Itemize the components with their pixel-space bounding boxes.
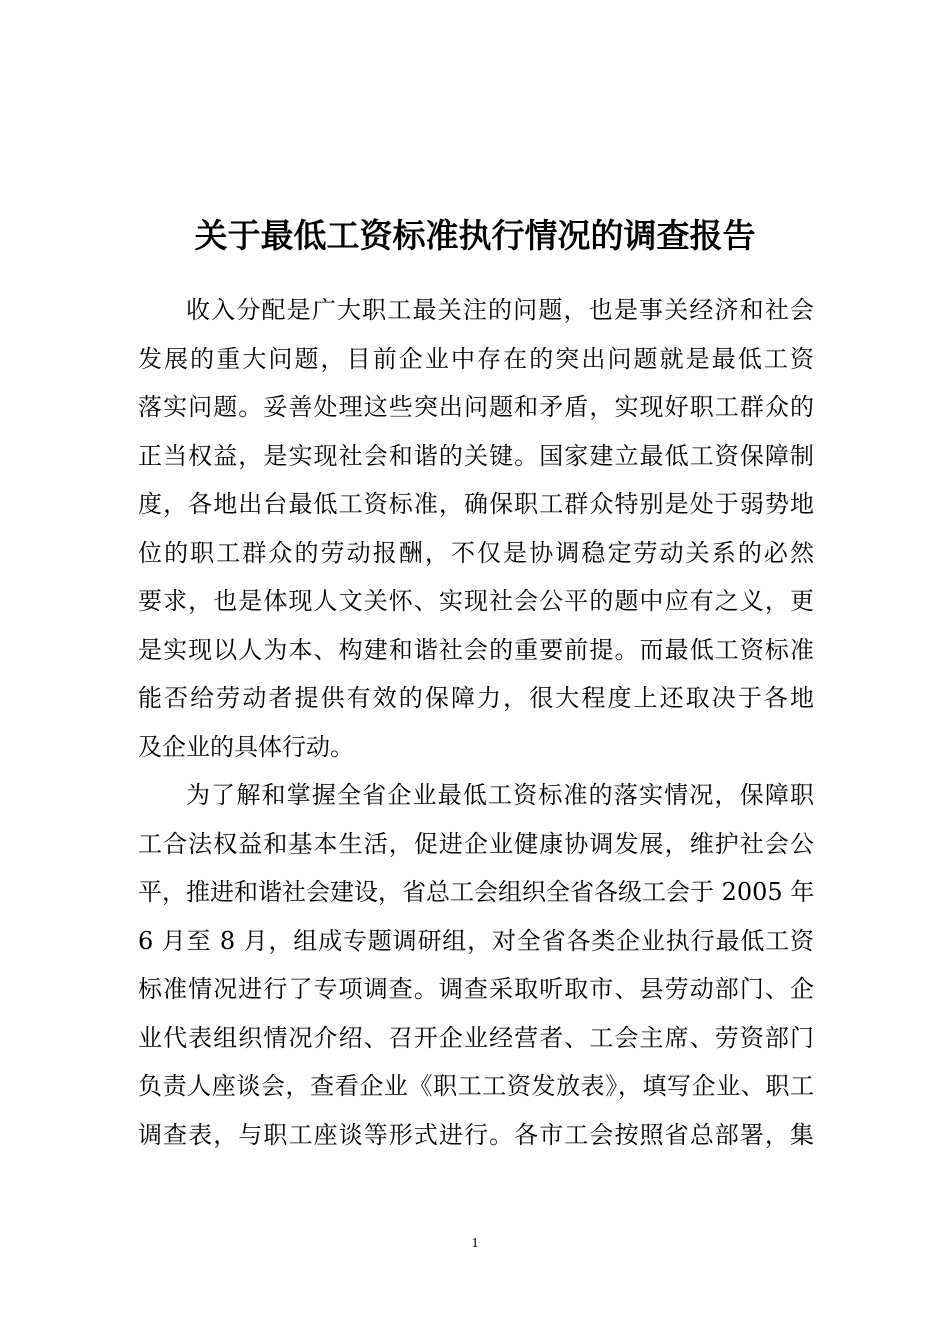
text-line: 调查表，与职工座谈等形式进行。各市工会按照省总部署，集	[138, 1120, 814, 1149]
document-body	[138, 286, 814, 1159]
text-line: 及企业的具体行动。	[138, 732, 354, 761]
text-line: 负责人座谈会，查看企业《职工工资发放表》，填写企业、职工	[138, 1072, 814, 1100]
document-title: 关于最低工资标准执行情况的调查报告	[194, 216, 756, 255]
text-line: 业代表组织情况介绍、召开企业经营者、工会主席、劳资部门	[138, 1023, 814, 1052]
text-line: 平，推进和谐社会建设，省总工会组织全省各级工会于 2005 年	[138, 878, 815, 906]
text-line: 标准情况进行了专项调查。调查采取听取市、县劳动部门、企	[138, 975, 814, 1003]
text-line: 收入分配是广大职工最关注的问题，也是事关经济和社会	[186, 296, 814, 324]
text-line: 是实现以人为本、构建和谐社会的重要前提。而最低工资标准	[138, 635, 814, 664]
text-line: 度，各地出台最低工资标准，确保职工群众特别是处于弱势地	[138, 490, 814, 518]
text-line: 能否给劳动者提供有效的保障力，很大程度上还取决于各地	[138, 684, 814, 712]
paragraph-1	[138, 286, 814, 771]
text-line: 落实问题。妥善处理这些突出问题和矛盾，实现好职工群众的	[138, 393, 814, 421]
paragraph-2	[138, 771, 814, 1159]
text-line: 为了解和掌握全省企业最低工资标准的落实情况，保障职	[186, 781, 814, 809]
text-line: 工合法权益和基本生活，促进企业健康协调发展，维护社会公	[138, 829, 814, 858]
page-number: 1	[471, 1236, 479, 1251]
text-line: 6 月至 8 月，组成专题调研组，对全省各类企业执行最低工资	[138, 926, 814, 955]
text-line: 要求，也是体现人文关怀、实现社会公平的题中应有之义，更	[138, 587, 814, 615]
text-line: 正当权益，是实现社会和谐的关键。国家建立最低工资保障制	[138, 441, 814, 470]
text-line: 发展的重大问题，目前企业中存在的突出问题就是最低工资	[138, 344, 814, 373]
text-line: 位的职工群众的劳动报酬，不仅是协调稳定劳动关系的必然	[138, 538, 814, 567]
